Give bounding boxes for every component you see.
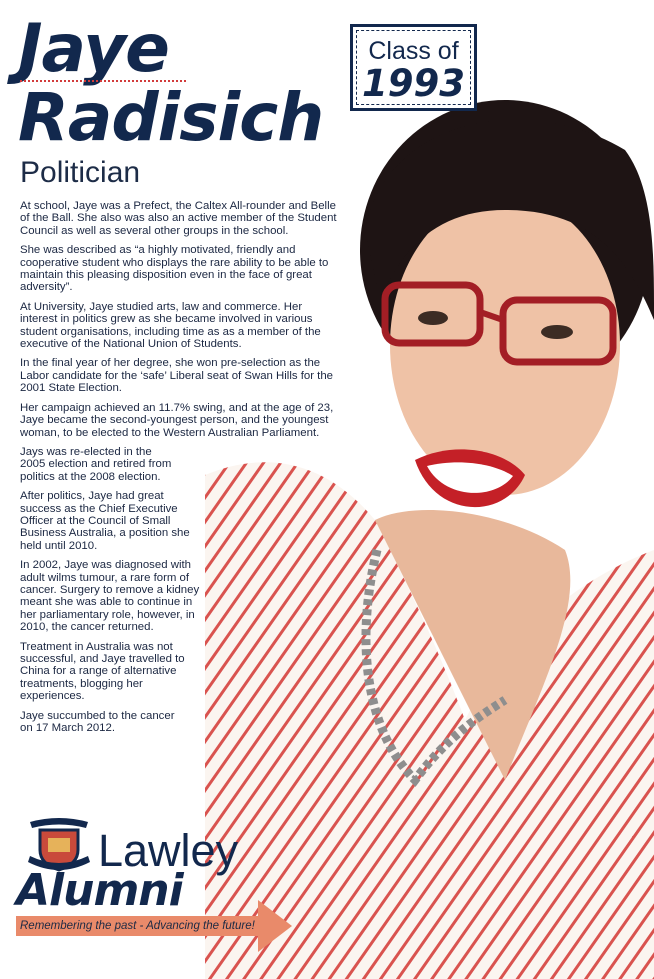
biography: [20, 200, 340, 741]
class-of-badge: [350, 24, 477, 111]
bio-paragraph: She was described as “a highly motivated, friendly and cooperative student who displays the rare ability to be able to maintain this pleasing disposition even in the face of great adversity”.: [20, 244, 329, 294]
bio-paragraph: Jays was re-elected in the 2005 election and retired from politics at the 2008 election.: [20, 445, 172, 483]
class-of-label: Class of: [368, 37, 459, 65]
bio-paragraph: In 2002, Jaye was diagnosed with adult wilms tumour, a rare form of cancer. Surgery to remove a kidney meant she was able to continue in her parliamentary role, however, in 2010, the cancer returned.: [20, 559, 200, 634]
bio-paragraph: In the final year of her degree, she won pre-selection as the Labor candidate for the ‘safe’ Liberal seat of Swan Hills for the 2001 State Election.: [20, 357, 333, 395]
alumni-last-name: Radisich: [18, 79, 324, 156]
bio-paragraph: Jaye succumbed to the cancer on 17 March 2012.: [20, 709, 175, 735]
bio-paragraph: Treatment in Australia was not successful, and Jaye travelled to China for a range of alternative treatments, blogging her experiences.: [20, 640, 185, 703]
logo-tagline: Remembering the past - Advancing the future!: [16, 916, 264, 936]
lawley-alumni-logo: [0, 810, 300, 960]
class-year: 1993: [362, 62, 465, 105]
alumni-first-name: Jaye: [18, 10, 169, 87]
bio-paragraph: At University, Jaye studied arts, law and commerce. Her interest in politics grew as she became involved in various student organisations, including time as as a member of the executive of the National Union of Students.: [20, 300, 321, 351]
arrow-icon: [258, 900, 292, 952]
bio-paragraph: At school, Jaye was a Prefect, the Caltex All-rounder and Belle of the Ball. She also was also an active member of the Student Council as well as several other groups in the school.: [20, 200, 337, 237]
alumni-role: Politician: [20, 156, 141, 189]
logo-alumni-text: Alumni: [16, 865, 183, 916]
logo-lawley-text: Lawley: [98, 825, 239, 876]
bio-paragraph: After politics, Jaye had great success as the Chief Executive Officer at the Council of Small Business Australia, a position she held until 2010.: [20, 490, 190, 552]
bio-paragraph: Her campaign achieved an 11.7% swing, and at the age of 23, Jaye became the second-youngest person, and the youngest woman, to be elected to the Western Australian Parliament.: [20, 401, 334, 439]
